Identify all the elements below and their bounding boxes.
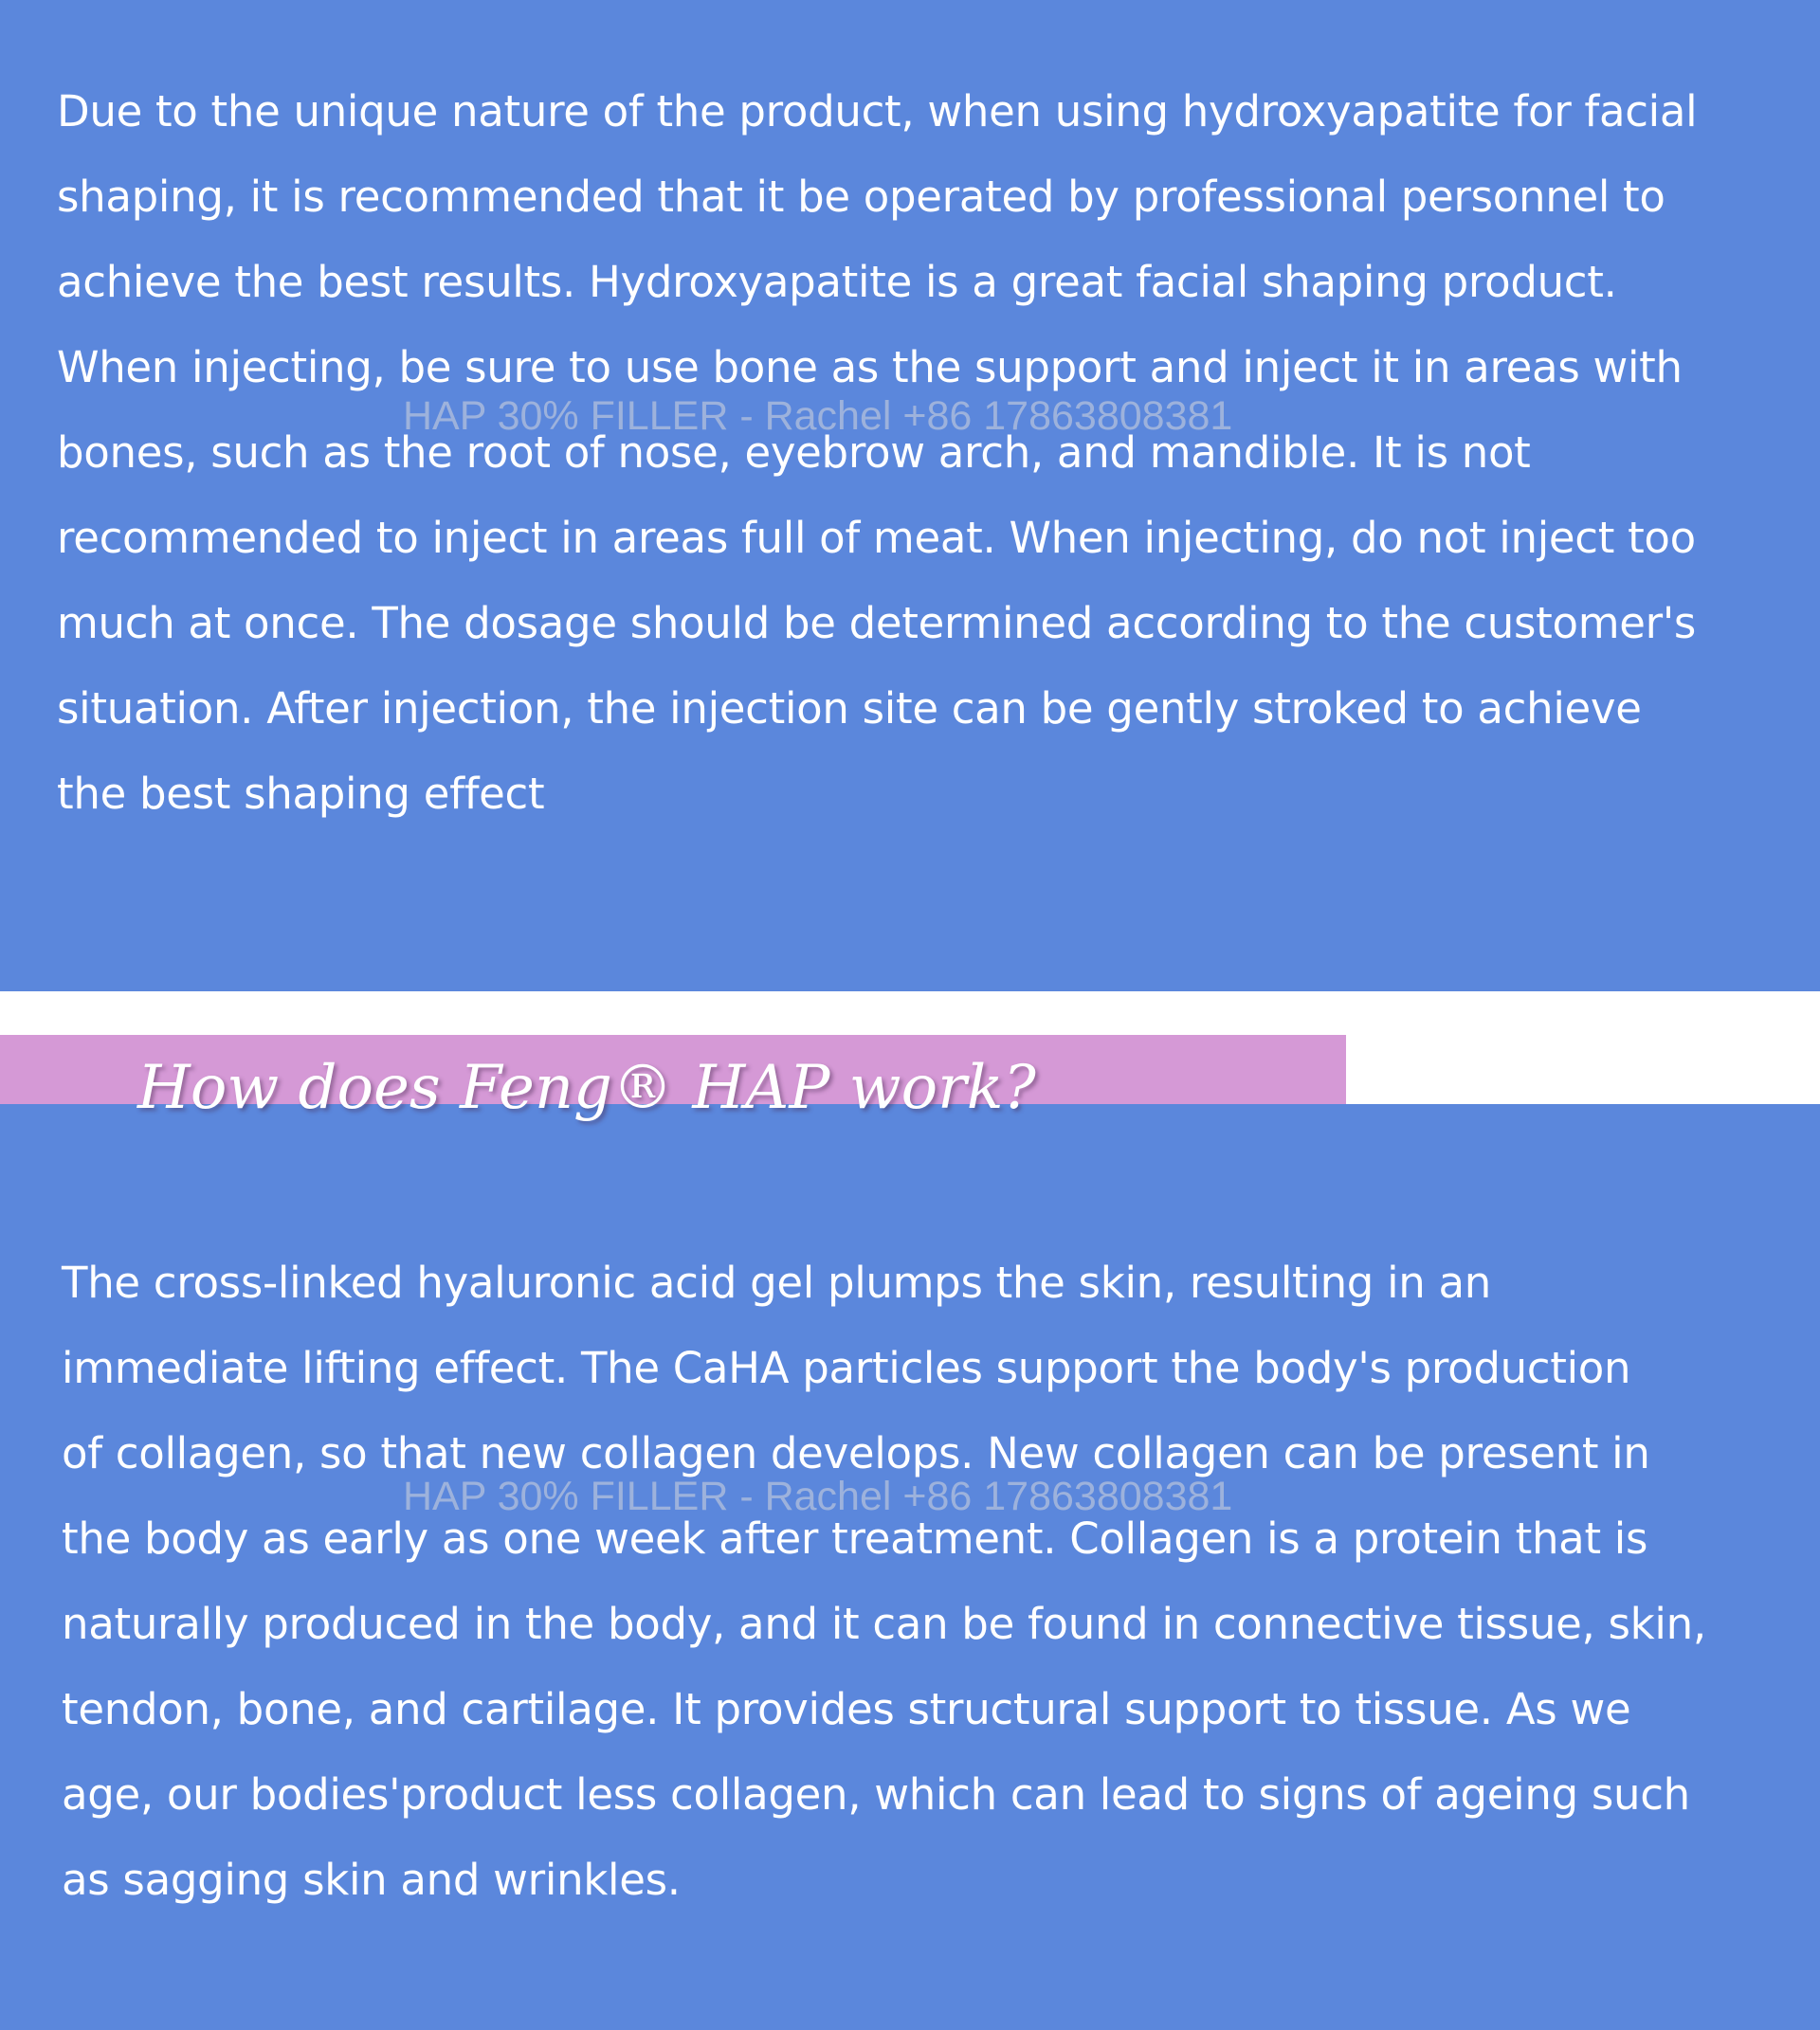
text-line: tendon, bone, and cartilage. It provides structural support to tissue. As we xyxy=(62,1684,1631,1734)
text-line: The cross-linked hyaluronic acid gel plumps the skin, resulting in an xyxy=(62,1258,1492,1308)
usage-instructions-text xyxy=(57,69,1792,837)
text-line: the best shaping effect xyxy=(57,769,545,819)
text-line: situation. After injection, the injection site can be gently stroked to achieve xyxy=(57,683,1642,734)
text-line: When injecting, be sure to use bone as the support and inject it in areas with xyxy=(57,342,1683,392)
mechanism-description-text xyxy=(62,1241,1796,1923)
text-line: achieve the best results. Hydroxyapatite is a great facial shaping product. xyxy=(57,257,1617,307)
watermark-text: HAP 30% FILLER - Rachel +86 17863808381 xyxy=(403,1474,1233,1519)
text-line: much at once. The dosage should be determined according to the customer's xyxy=(57,598,1697,648)
text-line: recommended to inject in areas full of meat. When injecting, do not inject too xyxy=(57,513,1696,563)
bottom-panel-notch xyxy=(1232,1104,1820,1166)
text-line: shaping, it is recommended that it be operated by professional personnel to xyxy=(57,172,1665,222)
text-line: age, our bodies'product less collagen, which can lead to signs of ageing such xyxy=(62,1769,1690,1820)
text-line: as sagging skin and wrinkles. xyxy=(62,1855,681,1905)
text-line: Due to the unique nature of the product, when using hydroxyapatite for facial xyxy=(57,86,1698,136)
section-heading: How does Feng® HAP work? xyxy=(137,1053,1036,1123)
text-line: the body as early as one week after treatment. Collagen is a protein that is xyxy=(62,1513,1648,1564)
watermark-text: HAP 30% FILLER - Rachel +86 17863808381 xyxy=(403,393,1233,439)
text-line: naturally produced in the body, and it can be found in connective tissue, skin, xyxy=(62,1599,1706,1649)
text-line: of collagen, so that new collagen develops. New collagen can be present in xyxy=(62,1428,1650,1478)
text-line: immediate lifting effect. The CaHA particles support the body's production xyxy=(62,1343,1631,1393)
text-line: bones, such as the root of nose, eyebrow arch, and mandible. It is not xyxy=(57,427,1531,478)
